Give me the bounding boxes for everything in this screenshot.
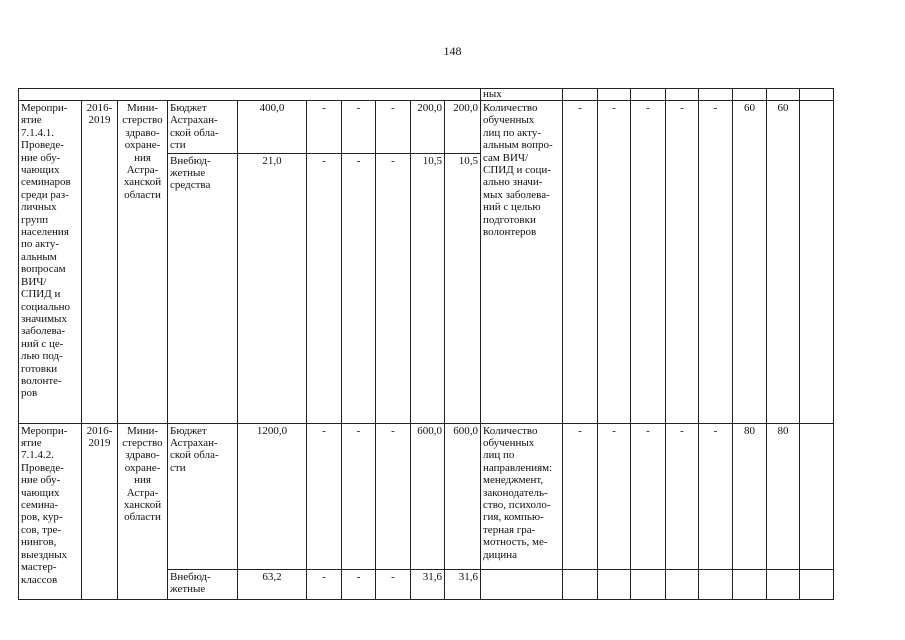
indicator-value-cell: - — [598, 423, 631, 569]
empty-cell — [733, 569, 767, 599]
indicator-cell — [481, 101, 563, 424]
activity-cell-line: ятие — [21, 114, 42, 127]
activity-cell-line: Проведе- — [21, 461, 64, 474]
period-cell — [82, 423, 118, 599]
activity-cell-line: альным — [21, 250, 57, 263]
indicator-value-cell: 80 — [767, 423, 800, 569]
funding-year-cell: - — [307, 569, 342, 599]
indicator-value-cell: - — [699, 101, 733, 424]
activity-cell-line: групп — [21, 213, 49, 226]
activity-cell-line: чающих — [21, 164, 60, 177]
funding-year-cell: - — [342, 569, 376, 599]
activity-cell — [19, 101, 82, 424]
indicator-cell-line: Количество — [483, 424, 538, 437]
indicator-value-cell: - — [699, 423, 733, 569]
executor-cell-line: ханской — [123, 176, 162, 189]
indicator-cell-line: мых заболева- — [483, 188, 550, 201]
funding-total-cell: 400,0 — [238, 101, 307, 154]
funding-year-cell: - — [376, 423, 411, 569]
executor-cell-line: Астра- — [126, 164, 159, 177]
indicator-cell-line: гия, компью- — [483, 511, 544, 524]
funding-source-cell-line: Внебюд- — [170, 154, 211, 167]
funding-source-cell-line: ской обла- — [170, 449, 219, 462]
indicator-cell-line: лиц по — [483, 449, 515, 462]
activity-cell-line: классов — [21, 573, 58, 586]
funding-source-cell-line: Бюджет — [170, 424, 207, 437]
activity-cell-line: семина- — [21, 499, 59, 512]
indicator-value-cell: - — [563, 423, 598, 569]
funding-source-cell-line: ской обла- — [170, 126, 219, 139]
funding-year-cell: 200,0 — [411, 101, 445, 154]
funding-year-cell: 600,0 — [445, 423, 481, 569]
indicator-value-cell: - — [666, 423, 699, 569]
activity-cell-line: готовки — [21, 362, 58, 375]
executor-cell-line: охране- — [124, 461, 161, 474]
activity-cell-line: 7.1.4.1. — [21, 126, 54, 139]
activity-cell-line: Меропри- — [21, 424, 68, 437]
indicator-value-cell: - — [666, 101, 699, 424]
indicator-cell-line: ство, психоло- — [483, 499, 551, 512]
table-row — [19, 423, 834, 569]
funding-year-cell: - — [307, 423, 342, 569]
executor-cell-line: охране- — [124, 139, 161, 152]
indicator-cell-line: направлениям: — [483, 461, 553, 474]
funding-year-cell: 200,0 — [445, 101, 481, 154]
activity-cell-line: личных — [21, 201, 57, 214]
empty-cell — [800, 101, 834, 424]
indicator-cell-line: ально значи- — [483, 176, 543, 189]
funding-total-cell: 1200,0 — [238, 423, 307, 569]
funding-source-cell — [168, 423, 238, 569]
funding-source-cell-line: Бюджет — [170, 102, 207, 114]
activity-cell-line: по акту- — [21, 238, 60, 251]
period-cell-line: 2016- — [86, 102, 113, 114]
activity-cell-line: ров — [21, 387, 38, 400]
activity-cell-line: Меропри- — [21, 102, 68, 114]
empty-cell — [800, 569, 834, 599]
indicator-cell-line: волонтеров — [483, 226, 537, 239]
activity-cell-line: ние обу- — [21, 151, 61, 164]
activity-cell-line: семинаров — [21, 176, 71, 189]
indicator-cell-line: обученных — [483, 437, 535, 450]
document-page — [18, 88, 834, 600]
activity-cell-line: Проведе- — [21, 139, 64, 152]
funding-year-cell: 600,0 — [411, 423, 445, 569]
activity-cell-line: мастер- — [21, 561, 57, 574]
activity-cell-line: значимых — [21, 312, 67, 325]
indicator-cell — [481, 423, 563, 569]
activity-cell-line: СПИД и — [21, 288, 61, 301]
activity-cell-line: среди раз- — [21, 188, 69, 201]
funding-source-cell-line: сти — [170, 461, 186, 474]
activity-cell-line: ров, кур- — [21, 511, 63, 524]
indicator-cell-line: альным вопро- — [483, 139, 553, 152]
executor-cell-line: Астра- — [126, 486, 159, 499]
indicator-value-cell: - — [598, 101, 631, 424]
activity-cell-line: нингов, — [21, 536, 57, 549]
funding-source-cell-line: Астрахан- — [170, 114, 218, 127]
funding-year-cell: 10,5 — [445, 153, 481, 423]
empty-cell — [563, 569, 598, 599]
indicator-cell-line: терная гра- — [483, 523, 536, 536]
executor-cell-line: ния — [134, 474, 151, 487]
indicator-value-cell: - — [563, 101, 598, 424]
funding-year-cell: - — [342, 101, 376, 154]
indicator-cell-line: менеджмент, — [483, 474, 544, 487]
period-cell — [82, 101, 118, 424]
indicator-cell-line: СПИД и соци- — [483, 164, 551, 177]
indicator-value-cell: 80 — [733, 423, 767, 569]
funding-year-cell: 31,6 — [445, 569, 481, 599]
activity-cell-line: заболева- — [21, 325, 66, 338]
indicator-cell-line: дицина — [483, 548, 518, 561]
executor-cell-line: стерство — [122, 437, 163, 450]
activity-cell-line: социально — [21, 300, 71, 313]
empty-cell — [666, 569, 699, 599]
activity-cell-line: 7.1.4.2. — [21, 449, 54, 462]
indicator-value-cell: - — [631, 423, 666, 569]
empty-cell — [481, 569, 563, 599]
indicator-value-cell: 60 — [733, 101, 767, 424]
funding-year-cell: - — [307, 101, 342, 154]
funding-source-cell-line: жетные — [170, 167, 206, 180]
indicator-cell-line: лиц по акту- — [483, 126, 542, 139]
activity-cell-line: ний с це- — [21, 337, 64, 350]
funding-source-cell-line: Внебюд- — [170, 570, 211, 583]
activity-cell-line: населения — [21, 226, 69, 239]
indicator-cell-line: Количество — [483, 102, 538, 114]
activity-cell-line: волонте- — [21, 374, 62, 387]
funding-source-cell-line: сти — [170, 139, 186, 152]
activity-cell-line: сов, тре- — [21, 523, 62, 536]
funding-year-cell: 31,6 — [411, 569, 445, 599]
funding-total-cell: 63,2 — [238, 569, 307, 599]
period-cell-line: 2019 — [88, 114, 111, 127]
period-cell-line: 2016- — [86, 424, 113, 437]
funding-year-cell: - — [307, 153, 342, 423]
executor-cell-line: здраво- — [125, 449, 160, 462]
table-row — [19, 101, 834, 154]
program-table — [18, 88, 834, 600]
funding-year-cell: - — [342, 153, 376, 423]
empty-cell — [598, 569, 631, 599]
executor-cell-line: ханской — [123, 499, 162, 512]
funding-source-cell-line: жетные — [170, 583, 206, 596]
indicator-cell-line: законодатель- — [483, 486, 548, 499]
activity-cell-line: чающих — [21, 486, 60, 499]
continuation-row — [19, 89, 834, 101]
executor-cell-line: здраво- — [125, 126, 160, 139]
page-number: 148 — [443, 44, 462, 58]
indicator-cell-line: мотность, ме- — [483, 536, 548, 549]
executor-cell — [118, 423, 168, 599]
funding-year-cell: 10,5 — [411, 153, 445, 423]
funding-year-cell: - — [376, 569, 411, 599]
period-cell-line: 2019 — [88, 437, 111, 450]
activity-cell-line: выездных — [21, 548, 68, 561]
empty-cell — [631, 569, 666, 599]
indicator-value-cell: 60 — [767, 101, 800, 424]
activity-cell-line: ние обу- — [21, 474, 61, 487]
executor-cell-line: Мини- — [126, 424, 159, 437]
activity-cell-line: ВИЧ/ — [21, 275, 47, 288]
executor-cell-line: области — [124, 188, 161, 201]
funding-year-cell: - — [376, 153, 411, 423]
funding-source-cell — [168, 101, 238, 154]
executor-cell-line: стерство — [122, 114, 163, 127]
indicator-cell-line: ний с целью — [483, 201, 541, 214]
indicator-cell-line: сам ВИЧ/ — [483, 151, 529, 164]
empty-cell — [767, 569, 800, 599]
continuation-cell: ных — [481, 89, 563, 101]
activity-cell-line: вопросам — [21, 263, 66, 276]
executor-cell-line: области — [124, 511, 161, 524]
executor-cell — [118, 101, 168, 424]
funding-source-cell-line: средства — [170, 179, 211, 192]
funding-source-cell — [168, 153, 238, 423]
funding-source-cell-line: Астрахан- — [170, 437, 218, 450]
empty-cell — [699, 569, 733, 599]
funding-source-cell — [168, 569, 238, 599]
empty-cell — [800, 423, 834, 569]
funding-year-cell: - — [342, 423, 376, 569]
executor-cell-line: Мини- — [126, 102, 159, 114]
activity-cell — [19, 423, 82, 599]
executor-cell-line: ния — [134, 151, 151, 164]
indicator-cell-line: подготовки — [483, 213, 536, 226]
activity-cell-line: ятие — [21, 437, 42, 450]
activity-cell-line: лью под- — [21, 350, 63, 363]
indicator-cell-line: обученных — [483, 114, 535, 127]
funding-total-cell: 21,0 — [238, 153, 307, 423]
indicator-value-cell: - — [631, 101, 666, 424]
funding-year-cell: - — [376, 101, 411, 154]
